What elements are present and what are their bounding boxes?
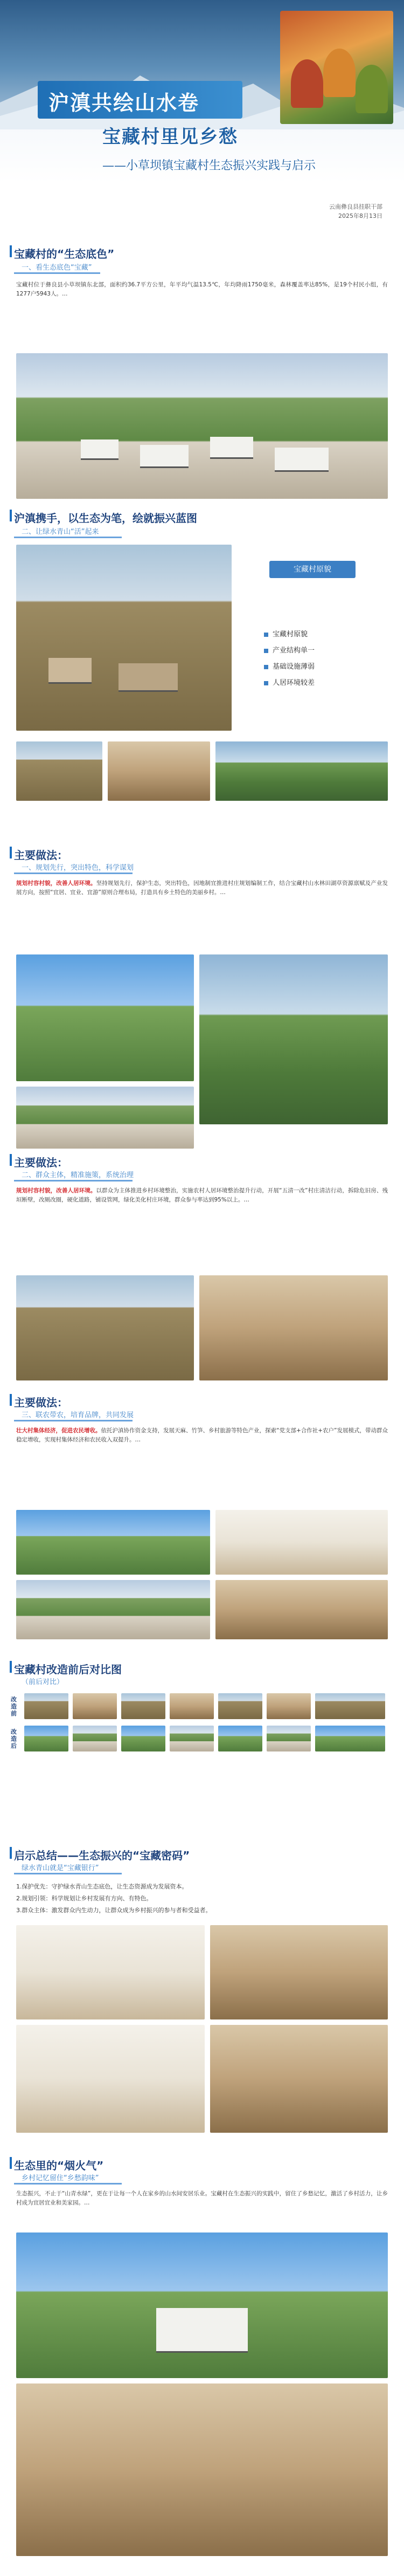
after-photo <box>218 1726 262 1751</box>
section4-paragraph <box>16 1186 388 1267</box>
section-marker <box>10 1394 12 1406</box>
subtitle-underline <box>14 272 100 274</box>
after-photo <box>267 1726 311 1751</box>
paragraph-body: 依托沪滇协作资金支持，发展天麻、竹笋、乡村旅游等特色产业，探索“党支部+合作社+农户”发展模式，带动群众稳定增收，实现村集体经济和农民收入双提升。… <box>16 1427 388 1443</box>
paragraph-body: 坚持规划先行，保护生态，突出特色，因地制宜推进村庄规划编制工作，结合宝藏村山水林田湖草资源禀赋及产业发展方向，按照“宜居、宜业、宜游”原则合理布局，打造具有乡土特色的美丽乡村。… <box>16 880 388 896</box>
section8-paragraph: 生态振兴，不止于“山青水绿”，更在于让每一个人在家乡的山水间安居乐业。宝藏村在生态振兴的实践中，留住了乡愁记忆，激活了乡村活力，让乡村成为宜居宜业和美家园。… <box>16 2190 388 2206</box>
section1-title: 宝藏村的“生态底色” <box>14 248 115 260</box>
tree-shape <box>356 65 388 113</box>
tree-shape <box>291 59 323 108</box>
page-title-line2: 宝藏村里见乡愁 <box>102 126 238 148</box>
bullet-icon <box>264 649 268 653</box>
section5-subtitle: 三、联农带农，培育品牌，共同发展 <box>22 1411 134 1419</box>
list-item-label: 宝藏村原貌 <box>273 630 308 638</box>
office-photo <box>16 2025 205 2133</box>
list-item <box>264 661 315 671</box>
paragraph-lead: 壮大村集体经济，促进农民增收。 <box>16 1427 101 1434</box>
old-house-shape <box>48 658 92 684</box>
insight-point: 3.群众主体：激发群众内生动力，让群众成为乡村振兴的参与者和受益者。 <box>16 1907 212 1914</box>
paragraph-body: 以群众为主体推进乡村环境整治，实施农村人居环境整治提升行动，开展“五清一改”村庄清洁行动，拆除危旧房、残垣断壁，改厕改圈，硬化道路，铺设管网，绿化美化村庄环境，群众参与率达到95%以上。… <box>16 1187 388 1203</box>
section6-subtitle: （前后对比） <box>22 1678 64 1686</box>
section1-paragraph: 宝藏村位于彝良县小草坝镇东北部，面积约36.7平方公里，年平均气温13.5℃，年均降雨1750毫米，森林覆盖率达85%，是19个村民小组，有1277户5943人。… <box>16 281 388 297</box>
courtyard-photo <box>16 1580 210 1639</box>
house-shape <box>140 445 189 468</box>
page-subtitle: ——小草坝镇宝藏村生态振兴实践与启示 <box>102 159 316 173</box>
section2-subtitle: 二、让绿水青山“活”起来 <box>22 528 99 536</box>
old-house-shape <box>119 663 178 692</box>
village-street-photo <box>16 1087 194 1149</box>
original-view-label: 宝藏村原貌 <box>269 561 356 578</box>
list-item <box>264 628 308 638</box>
section4-subtitle: 二、群众主体，精准施策，系统治理 <box>22 1171 134 1179</box>
list-item <box>264 644 315 655</box>
old-photo-1 <box>16 741 102 801</box>
group-photo <box>210 1925 388 2019</box>
section1-subtitle: 一、看生态底色“宝藏” <box>22 264 92 272</box>
bullet-icon <box>264 665 268 669</box>
section7-subtitle: 绿水青山就是“宝藏银行” <box>22 1864 99 1872</box>
list-item-label: 基础设施薄弱 <box>273 663 315 671</box>
house-shape <box>275 448 329 472</box>
subtitle-underline <box>14 537 122 538</box>
tree-shape <box>323 49 356 97</box>
workers-photo <box>16 1275 194 1380</box>
section-marker <box>10 1154 12 1166</box>
after-photo <box>73 1726 117 1751</box>
subtitle-underline <box>14 873 133 874</box>
section-marker <box>10 245 12 257</box>
section-marker <box>10 847 12 858</box>
before-photo <box>121 1693 165 1719</box>
village-aerial-photo <box>16 353 388 499</box>
after-photo <box>121 1726 165 1751</box>
before-photo <box>315 1693 385 1719</box>
section3-title: 主要做法： <box>14 849 68 862</box>
original-village-photo <box>16 545 232 731</box>
river-aerial-photo <box>199 954 388 1124</box>
insight-point: 1.保护优先：守护绿水青山生态底色，让生态资源成为发展资本。 <box>16 1883 188 1890</box>
before-photo <box>73 1693 117 1719</box>
section4-title: 主要做法： <box>14 1156 68 1169</box>
subtitle-underline <box>14 2183 122 2185</box>
byline-author: 云南彝良县挂职干部 <box>329 203 382 210</box>
village-gate-photo <box>16 2232 388 2378</box>
tent-photo <box>215 1510 388 1575</box>
section3-paragraph <box>16 879 388 949</box>
section5-paragraph <box>16 1426 388 1505</box>
subtitle-underline <box>14 1180 133 1181</box>
header-banner <box>0 0 404 183</box>
section7-title: 启示总结——生态振兴的“宝藏密码” <box>14 1849 190 1862</box>
bullet-icon <box>264 681 268 685</box>
bullet-icon <box>264 633 268 637</box>
insight-point: 2.规划引领：科学规划让乡村发展有方向、有特色。 <box>16 1895 152 1902</box>
section-marker <box>10 1661 12 1673</box>
before-photo <box>218 1693 262 1719</box>
before-photo <box>170 1693 214 1719</box>
new-houses-photo <box>16 1510 210 1575</box>
after-label: 改造后 <box>11 1728 17 1749</box>
road-work-photo <box>199 1275 388 1380</box>
section-marker <box>10 2157 12 2169</box>
after-photo <box>24 1726 68 1751</box>
list-item <box>264 677 315 687</box>
discussion-photo <box>210 2025 388 2133</box>
section5-title: 主要做法： <box>14 1396 68 1409</box>
header-autumn-photo <box>280 11 393 124</box>
section-marker <box>10 510 12 521</box>
mountain-valley-photo <box>16 954 194 1081</box>
list-item-label: 人居环境较差 <box>273 679 315 687</box>
meeting-photo <box>16 1925 205 2019</box>
section8-subtitle: 乡村记忆留住“乡愁韵味” <box>22 2174 99 2182</box>
before-label: 改造前 <box>11 1696 17 1717</box>
section6-title: 宝藏村改造前后对比图 <box>14 1663 122 1676</box>
after-photo <box>170 1726 214 1751</box>
section3-subtitle: 一、规划先行，突出特色，科学谋划 <box>22 864 134 872</box>
byline-date: 2025年8月13日 <box>338 212 382 219</box>
coffee-photo <box>215 1580 388 1639</box>
page-title-line1: 沪滇共绘山水卷 <box>48 91 200 115</box>
old-photo-3 <box>215 741 388 801</box>
subtitle-underline <box>14 1873 122 1874</box>
section-marker <box>10 1847 12 1859</box>
house-shape <box>81 439 119 460</box>
paragraph-lead: 规划村容村貌，改善人居环境。 <box>16 880 96 887</box>
section2-title: 沪滇携手，以生态为笔，绘就振兴蓝图 <box>14 512 197 525</box>
subtitle-underline <box>14 1420 133 1421</box>
house-shape <box>210 437 253 459</box>
gate-shape <box>156 2308 248 2353</box>
list-item-label: 产业结构单一 <box>273 647 315 655</box>
old-photo-2 <box>108 741 210 801</box>
before-photo <box>24 1693 68 1719</box>
paragraph-lead: 规划村容村貌，改善人居环境。 <box>16 1187 96 1194</box>
before-photo <box>267 1693 311 1719</box>
section8-title: 生态里的“烟火气” <box>14 2159 104 2172</box>
group-landscape-photo <box>16 2383 388 2556</box>
after-photo <box>315 1726 385 1751</box>
